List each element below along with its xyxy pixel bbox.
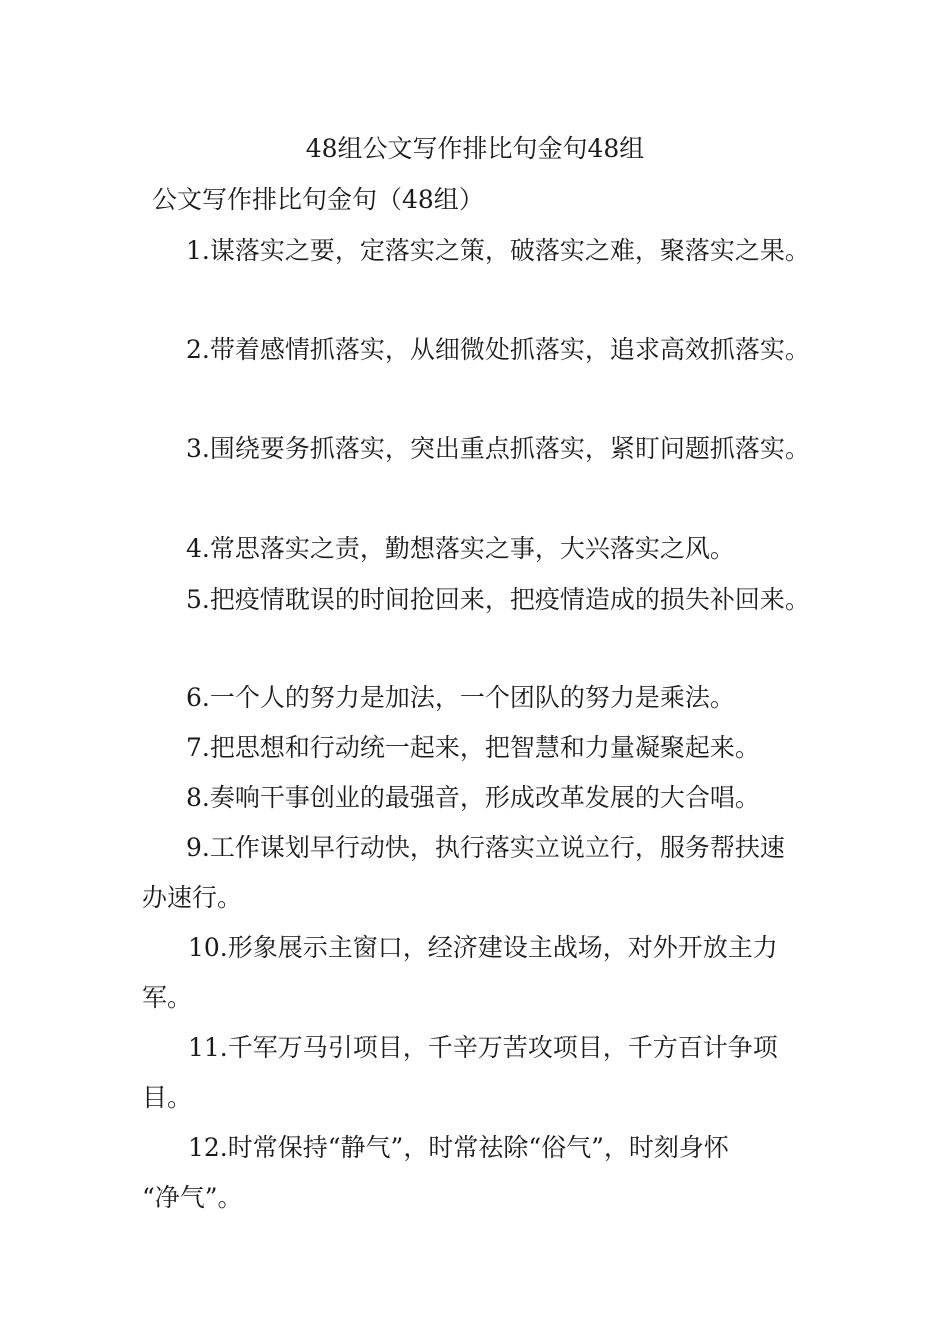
sentence-5: 5.把疫情耽误的时间抢回来，把疫情造成的损失补回来。 bbox=[186, 585, 810, 614]
sentence-8: 8.奏响干事创业的最强音，形成改革发展的大合唱。 bbox=[186, 783, 760, 812]
document-subtitle: 公文写作排比句金句（48组） bbox=[152, 185, 484, 214]
sentence-2: 2.带着感情抓落实，从细微处抓落实，追求高效抓落实。 bbox=[186, 335, 810, 364]
sentence-4: 4.常思落实之责，勤想落实之事，大兴落实之风。 bbox=[186, 534, 735, 563]
sentence-12-continued: “净气”。 bbox=[142, 1183, 243, 1212]
sentence-7: 7.把思想和行动统一起来，把智慧和力量凝聚起来。 bbox=[186, 733, 760, 762]
sentence-6: 6.一个人的努力是加法，一个团队的努力是乘法。 bbox=[186, 683, 735, 712]
sentence-12: 12.时常保持“静气”，时常祛除“俗气”，时刻身怀 bbox=[188, 1133, 729, 1162]
sentence-11: 11.千军万马引项目，千辛万苦攻项目，千方百计争项 bbox=[188, 1033, 778, 1062]
sentence-11-continued: 目。 bbox=[142, 1083, 193, 1112]
sentence-10-continued: 军。 bbox=[142, 983, 193, 1012]
sentence-9: 9.工作谋划早行动快，执行落实立说立行，服务帮扶速 bbox=[186, 833, 785, 862]
sentence-9-continued: 办速行。 bbox=[142, 883, 243, 912]
sentence-1: 1.谋落实之要，定落实之策，破落实之难，聚落实之果。 bbox=[186, 236, 810, 265]
sentence-3: 3.围绕要务抓落实，突出重点抓落实，紧盯问题抓落实。 bbox=[186, 434, 810, 463]
document-title: 48组公文写作排比句金句48组 bbox=[305, 134, 645, 163]
sentence-10: 10.形象展示主窗口，经济建设主战场，对外开放主力 bbox=[188, 933, 778, 962]
